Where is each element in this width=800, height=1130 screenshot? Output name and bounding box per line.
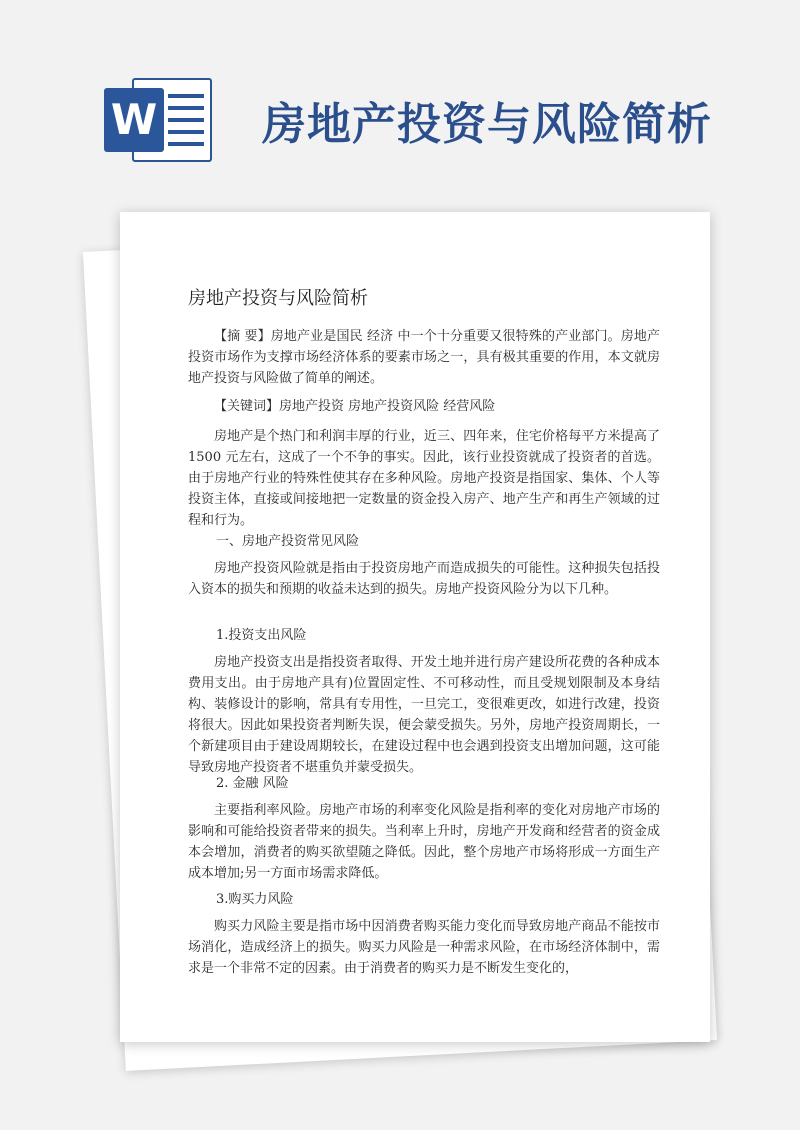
section-paragraph: 房地产投资风险就是指由于投资房地产而造成损失的可能性。这种损失包括投入资本的损失和预期的收益未达到的损失。房地产投资风险分为以下几种。 xyxy=(188,561,660,597)
abstract-paragraph: 【摘 要】房地产业是国民 经济 中一个十分重要又很特殊的产业部门。房地产投资市场作为支撑市场经济体系的要素市场之一，具有极其重要的作用，本文就房地产投资与风险做了简单的阐述。 xyxy=(188,329,660,386)
banner-title: 房地产投资与风险简析 xyxy=(262,99,712,150)
word-logo-letter: W xyxy=(104,88,164,152)
document-title: 房地产投资与风险简析 xyxy=(188,288,368,309)
word-document-icon xyxy=(104,74,214,166)
section-heading: 一、房地产投资常见风险 xyxy=(216,534,360,549)
subsection-heading-finance: 2. 金融 风险 xyxy=(216,776,289,791)
intro-paragraph: 房地产是个热门和利润丰厚的行业，近三、四年来，住宅价格每平方米提高了 1500 元左右，这成了一个不争的事实。因此，该行业投资就成了投资者的首选。由于房地产行业的特殊性使其存在多种风险。房地产投资是指国家、集体、个人等投资主体，直接或间接地把一定数量的资金投入房产、地产生产和再生产领域的过程和行为。 xyxy=(188,429,660,528)
finance-risk-paragraph: 主要指利率风险。房地产市场的利率变化风险是指利率的变化对房地产市场的影响和可能给投资者带来的损失。当利率上升时，房地产开发商和经营者的资金成本会增加，消费者的购买欲望随之降低。因此，整个房地产市场将形成一方面生产成本增加;另一方面市场需求降低。 xyxy=(188,803,660,881)
purchasing-risk-paragraph: 购买力风险主要是指市场中因消费者购买能力变化而导致房地产商品不能按市场消化，造成经济上的损失。购买力风险是一种需求风险，在市场经济体制中，需求是一个非常不定的因素。由于消费者的购买力是不断发生变化的， xyxy=(188,919,660,976)
banner xyxy=(0,0,800,200)
investment-risk-paragraph: 房地产投资支出是指投资者取得、开发土地并进行房产建设所花费的各种成本费用支出。由于房地产具有)位置固定性、不可移动性，而且受规划限制及本身结构、装修设计的影响，常具有专用性，一旦完工，变很难更改，如进行改建，投资将很大。因此如果投资者判断失误，便会蒙受损失。另外，房地产投资周期长，一个新建项目由于建设周期较长，在建设过程中也会遇到投资支出增加问题，这可能导致房地产投资者不堪重负并蒙受损失。 xyxy=(188,655,660,775)
subsection-heading-investment: 1.投资支出风险 xyxy=(216,628,307,643)
keywords-paragraph: 【关键词】房地产投资 房地产投资风险 经营风险 xyxy=(214,399,496,414)
document-page xyxy=(120,212,710,1042)
subsection-heading-purchasing: 3.购买力风险 xyxy=(216,892,294,907)
